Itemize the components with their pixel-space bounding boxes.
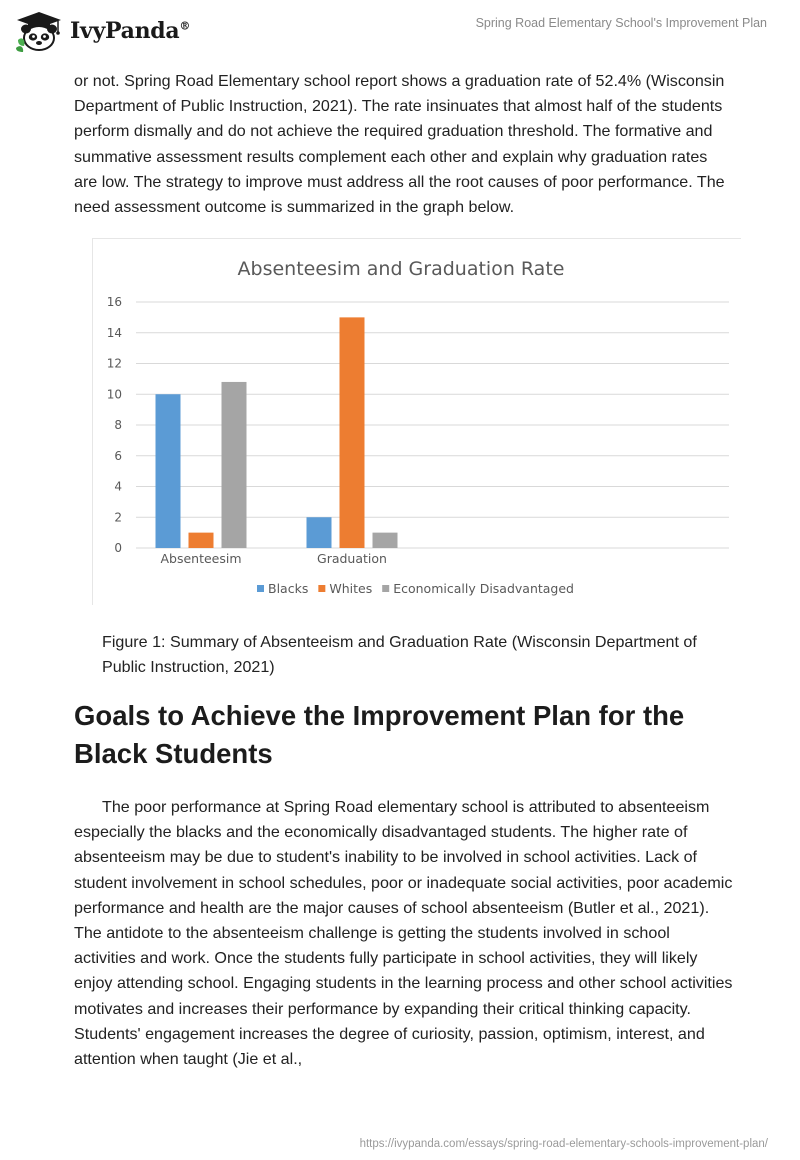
intro-section	[74, 69, 726, 220]
figure-caption-text: Figure 1: Summary of Absenteeism and Graduation Rate (Wisconsin Department of Public Instruction, 2021)	[102, 633, 697, 676]
source-url-link[interactable]: https://ivypanda.com/essays/spring-road-elementary-schools-improvement-plan/	[359, 1138, 768, 1150]
y-tick-label: 2	[114, 510, 122, 525]
chart-figure	[92, 238, 741, 605]
y-tick-label: 10	[106, 387, 122, 402]
bar-economically-disadvantaged-graduation	[373, 533, 398, 548]
legend-label: Whites	[329, 581, 373, 596]
bar-blacks-graduation	[307, 517, 332, 548]
page-header	[0, 0, 800, 70]
y-tick-label: 6	[114, 448, 122, 463]
bar-economically-disadvantaged-absenteesim	[222, 382, 247, 548]
bar-whites-graduation	[340, 317, 365, 548]
section-heading: Goals to Achieve the Improvement Plan for the Black Students	[74, 700, 685, 769]
chart-title: Absenteesim and Graduation Rate	[237, 258, 565, 280]
goals-section	[74, 795, 734, 1072]
legend-swatch-whites	[318, 585, 325, 592]
bar-whites-absenteesim	[189, 533, 214, 548]
legend-swatch-economically-disadvantaged	[382, 585, 389, 592]
y-tick-label: 8	[114, 418, 122, 432]
bar-chart	[93, 239, 741, 605]
x-category-label: Absenteesim	[160, 551, 242, 566]
registered-mark: ®	[179, 19, 191, 33]
y-tick-label: 16	[106, 295, 122, 309]
y-tick-label: 14	[106, 325, 122, 340]
section-paragraph: The poor performance at Spring Road elementary school is attributed to absenteeism especially the blacks and the economically disadvantaged students. The higher rate of absenteeism may be due to student's inability to be involved in school activities. Lack of student involvement in school schedules, poor or inadequate social activities, poor academic performance and health are the major causes of school absenteeism (Butler et al., 2021). The antidote to the absenteeism challenge is getting the students involved in school activities and work. Once the students fully participate in school activities, they will likely enjoy attending school. Engaging students in the learning process and other school activities motivates and increases their performance by expanding their critical thinking capacity. Students' engagement increases the degree of curiosity, passion, optimism, interest, and attention when taught (Jie et al.,	[74, 798, 733, 1069]
figure-caption	[74, 630, 734, 680]
y-tick-label: 12	[106, 356, 122, 371]
panda-mascot-icon	[14, 10, 64, 52]
document-title: Spring Road Elementary School's Improvement Plan	[475, 16, 767, 30]
ivypanda-logo[interactable]	[14, 10, 190, 52]
legend-label: Blacks	[268, 581, 309, 596]
logo-text: IvyPanda	[70, 18, 180, 44]
x-category-label: Graduation	[317, 551, 387, 566]
legend-swatch-blacks	[257, 585, 264, 592]
y-tick-label: 0	[114, 541, 122, 555]
legend-label: Economically Disadvantaged	[393, 581, 574, 596]
intro-paragraph: or not. Spring Road Elementary school report shows a graduation rate of 52.4% (Wisconsin Department of Public Instruction, 2021). The rate insinuates that almost half of the students perform dismally and do not achieve the required graduation threshold. The formative and summative assessment results complement each other and explain why graduation rates are low. The strategy to improve must address all the root causes of poor performance. The need assessment outcome is summarized in the graph below.	[74, 72, 725, 217]
logo-wordmark	[70, 18, 190, 44]
bar-blacks-absenteesim	[156, 394, 181, 548]
y-tick-label: 4	[114, 479, 122, 494]
